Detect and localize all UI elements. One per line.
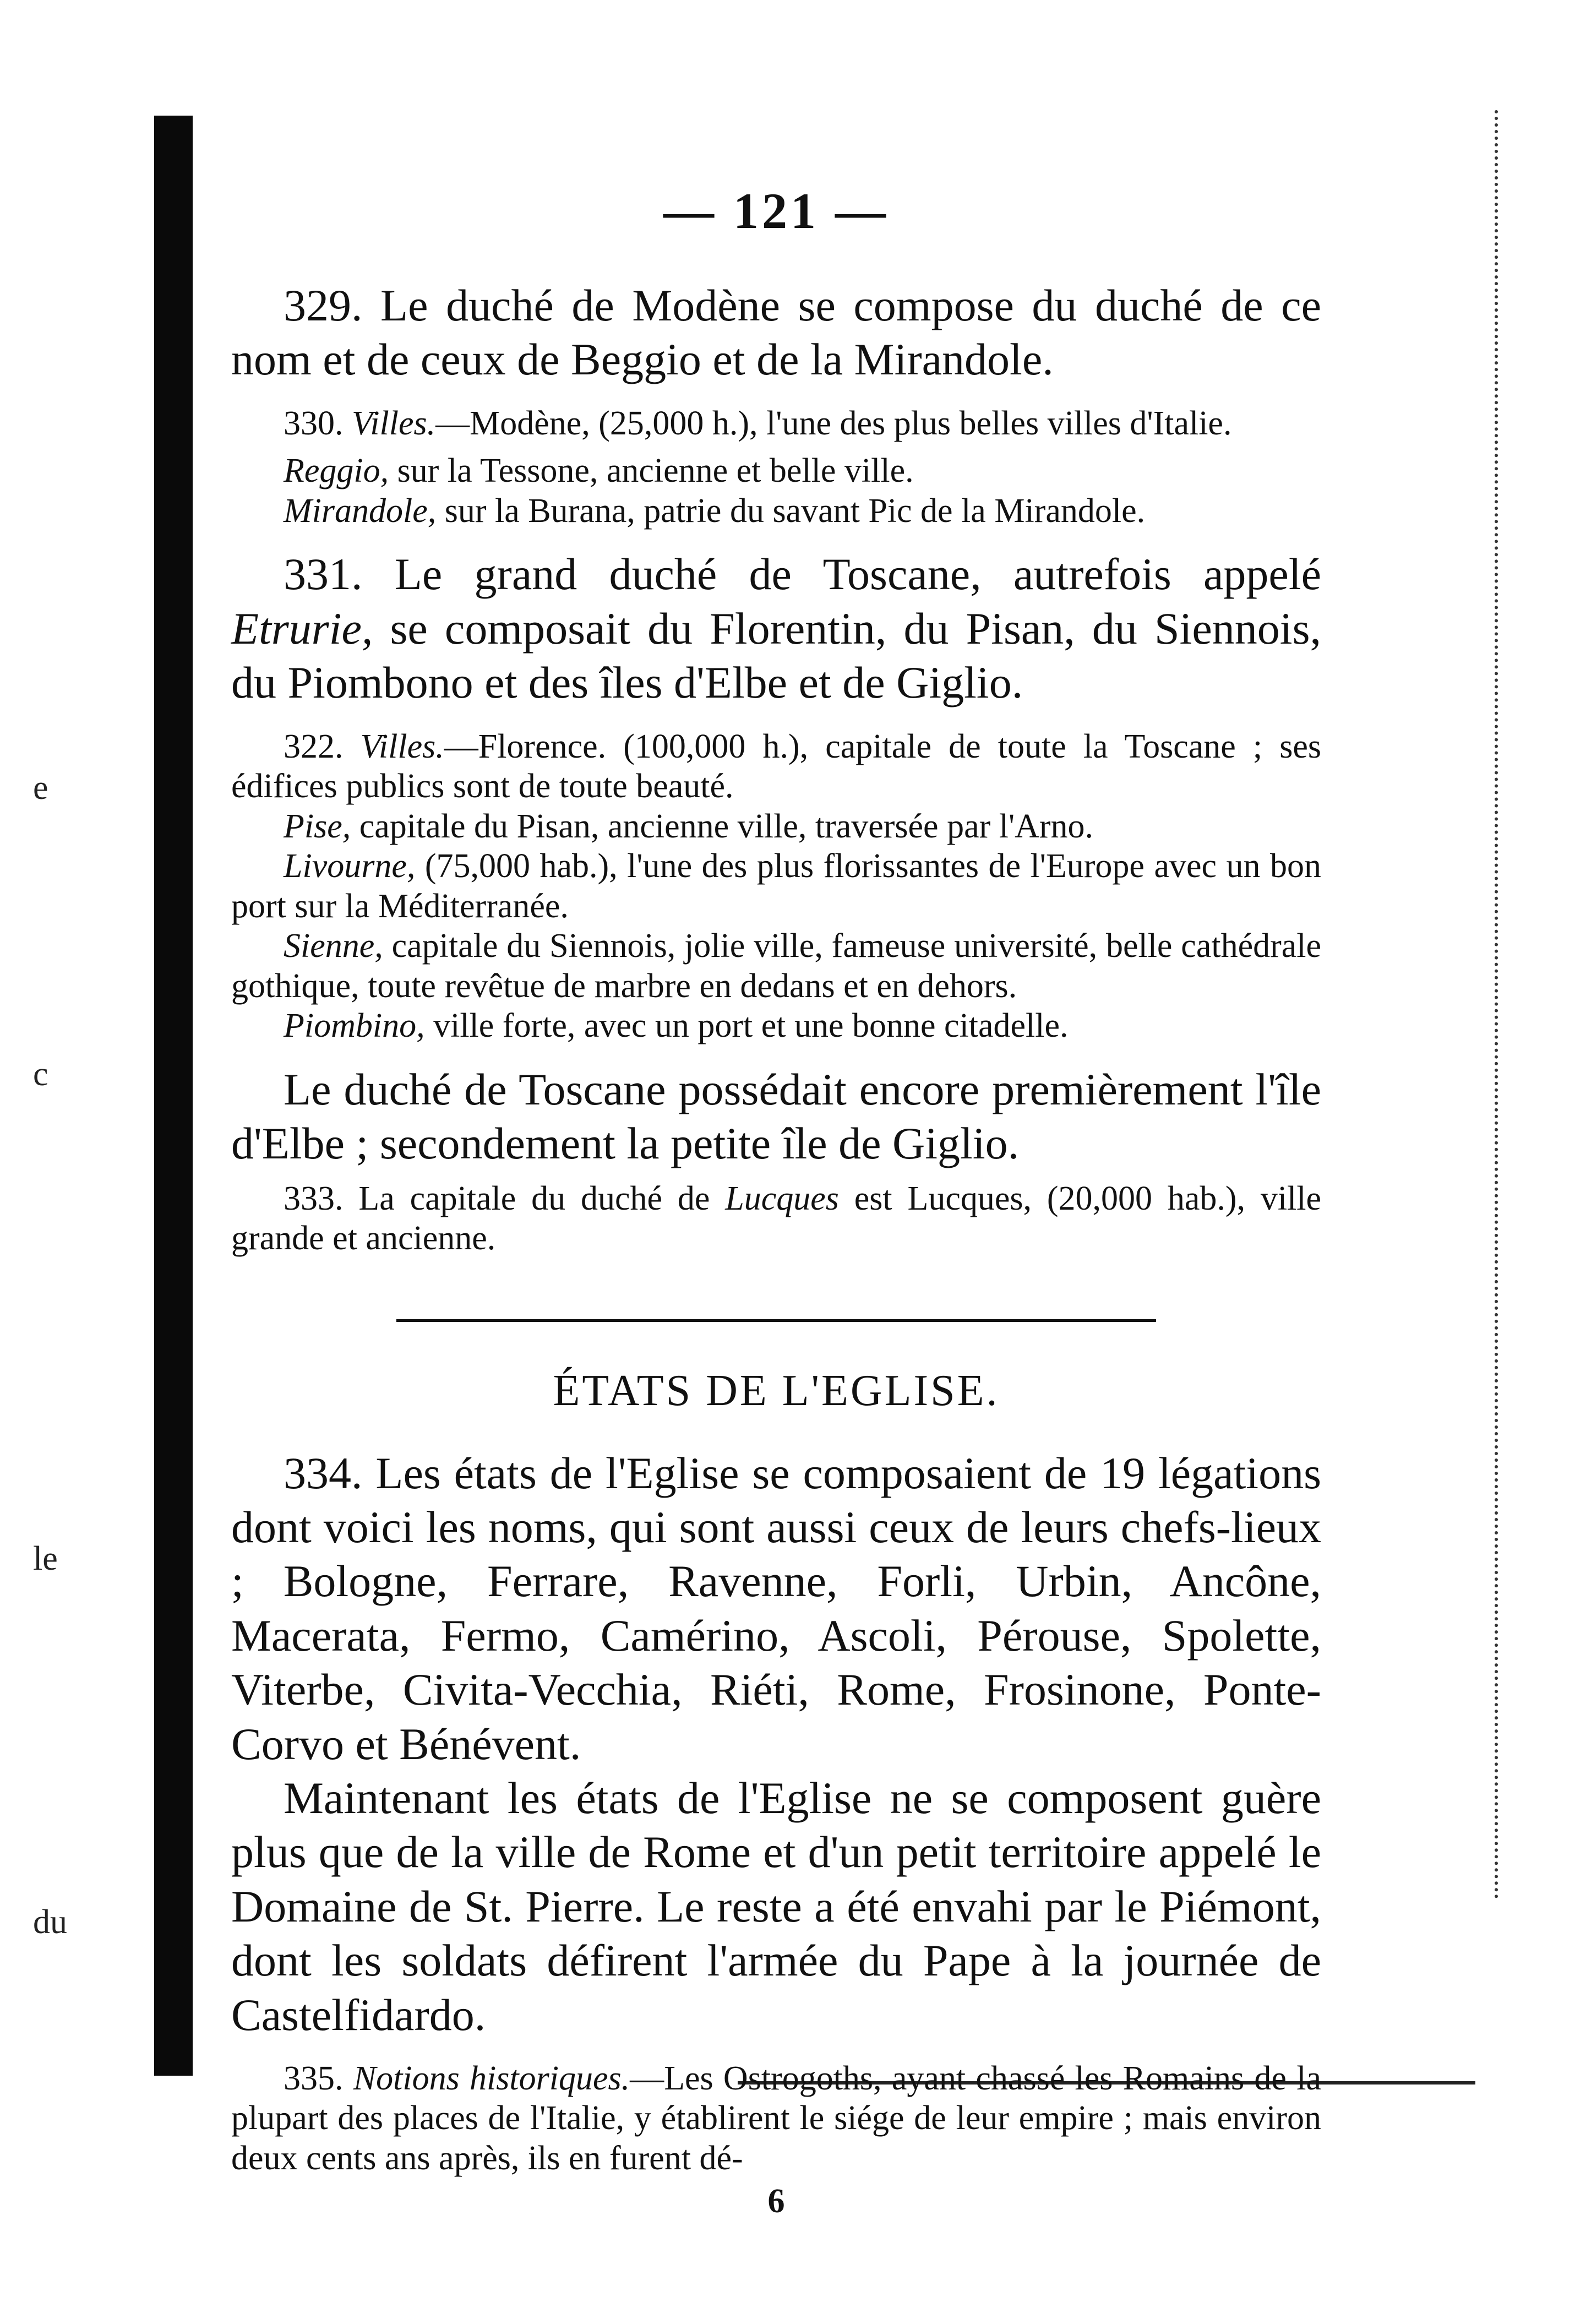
margin-fragment: c <box>33 1055 48 1093</box>
entry-sienne: Sienne, capitale du Siennois, jolie ville, fameuse université, belle cathédrale gothique, toute revêtue de marbre en dedans et en dehors. <box>231 927 1322 1005</box>
entry-pise: Pise, capitale du Pisan, ancienne ville, traversée par l'Arno. <box>284 807 1094 845</box>
page-content <box>231 182 1321 2221</box>
page-edge <box>1495 110 1501 1900</box>
page-number: — 121 — <box>663 183 889 239</box>
entry-livourne: Livourne, (75,000 hab.), l'une des plus florissantes de l'Europe avec un bon port sur la Méditerranée. <box>231 847 1321 925</box>
section-divider <box>396 1319 1156 1322</box>
paragraph-334: 334. Les états de l'Eglise se composaient de 19 légations dont voici les noms, qui sont aussi ceux de leurs chefs-lieux ; Bologne, Ferrare, Ravenne, Forli, Urbin, Ancône, Macerata, Fermo, Camérino, Ascoli, Pérouse, Spolette, Viterbe, Civita-Vecchia, Riéti, Rome, Frosinone, Ponte-Corvo et Bénévent. <box>231 1447 1321 1769</box>
entry-piombino: Piombino, ville forte, avec un port et une bonne citadelle. <box>284 1007 1069 1045</box>
entry-reggio: Reggio, sur la Tessone, ancienne et belle ville. <box>284 452 914 490</box>
paragraph-331: 331. Le grand duché de Toscane, autrefois appelé Etrurie, se composait du Florentin, du Pisan, du Siennois, du Piombono et des îles d'Elbe et de Giglio. <box>231 549 1322 708</box>
paragraph-332: 322. Villes.—Florence. (100,000 h.), capitale de toute la Toscane ; ses édifices publics sont de toute beauté. <box>231 727 1322 805</box>
binding-shadow <box>154 116 193 2076</box>
paragraph-335: 335. Notions historiques.—Les Ostrogoths, ayant chassé les Romains de la plupart des places de l'Italie, y établirent le siége de leur empire ; mais environ deux cents ans après, ils en furent dé- <box>231 2059 1321 2177</box>
paragraph-toscane-note: Le duché de Toscane possédait encore premièrement l'île d'Elbe ; secondement la petite île de Giglio. <box>231 1064 1321 1169</box>
paragraph-330: 330. Villes.—Modène, (25,000 h.), l'une des plus belles villes d'Italie. <box>284 404 1232 442</box>
section-title: ÉTATS DE L'EGLISE. <box>553 1366 1000 1415</box>
margin-fragment: du <box>33 1903 67 1941</box>
paragraph-333: 333. La capitale du duché de Lucques est Lucques, (20,000 hab.), ville grande et ancienne. <box>231 1179 1322 1258</box>
margin-fragment: le <box>33 1540 58 1577</box>
paragraph-maintenant: Maintenant les états de l'Eglise ne se composent guère plus que de la ville de Rome et d'un petit territoire appelé le Domaine de St. Pierre. Le reste a été envahi par le Piémont, dont les soldats défirent l'armée du Pape à la journée de Castelfidardo. <box>231 1772 1321 2040</box>
paragraph-329: 329. Le duché de Modène se compose du duché de ce nom et de ceux de Beggio et de la Mirandole. <box>231 280 1321 385</box>
entry-mirandole: Mirandole, sur la Burana, patrie du savant Pic de la Mirandole. <box>284 492 1146 530</box>
margin-fragment: e <box>33 769 48 807</box>
folio-mark: 6 <box>767 2182 785 2220</box>
